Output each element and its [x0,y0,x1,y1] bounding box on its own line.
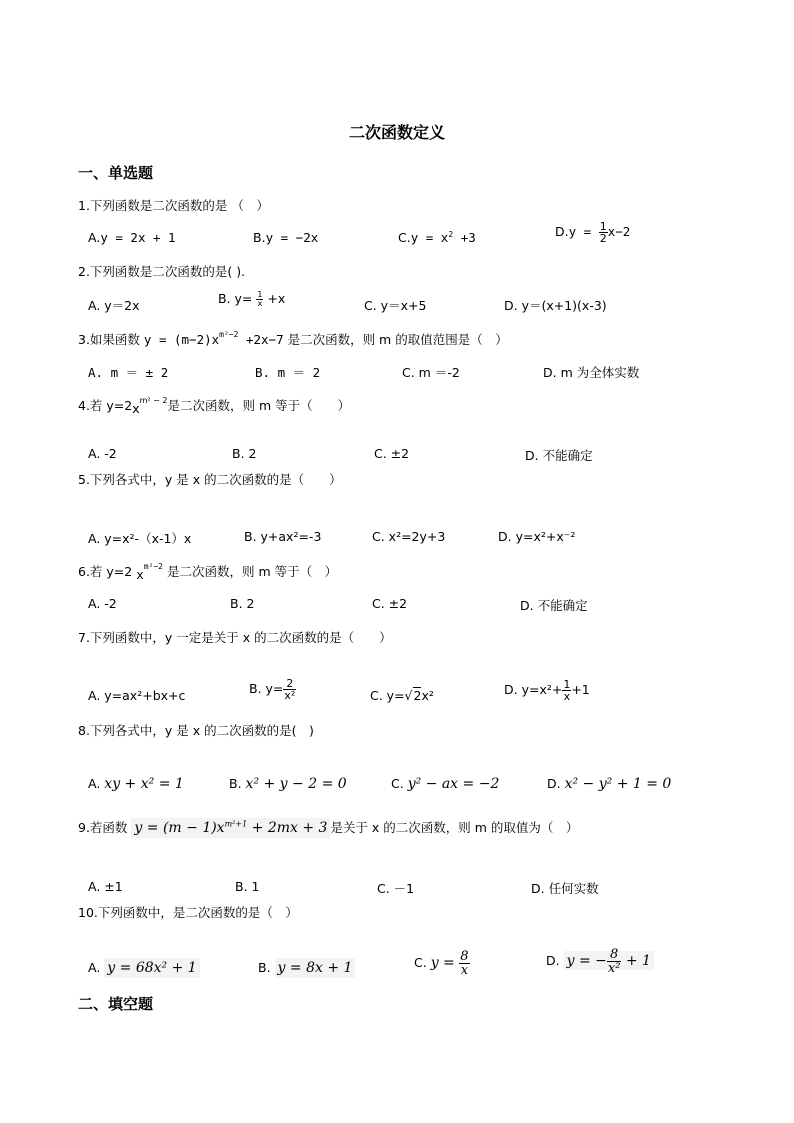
q8-option-a[interactable] [88,776,184,792]
q10-option-d[interactable] [546,948,654,975]
q3-option-a[interactable]: A. m ＝ ± 2 [88,365,169,380]
option-label: A. [88,776,101,791]
section-heading-fill-in: 二、填空题 [78,995,154,1013]
q10-option-b[interactable] [258,960,355,976]
stem-math: +2x−7 [238,332,284,347]
option-math: y² − ax = −2 [407,776,500,792]
stem-text: 3.如果函数 [78,332,144,347]
option-math: +3 [453,230,476,246]
q1-option-d[interactable] [555,221,630,244]
question-1-stem: 1.下列函数是二次函数的是 （ ） [78,198,269,213]
fraction [562,679,571,702]
denominator: 2 [599,232,607,245]
q8-option-c[interactable] [391,776,499,792]
stem-math: y = (m−2)x [143,332,220,347]
q4-option-d[interactable]: D. 不能确定 [525,448,593,463]
stem-text: 是二次函数，则 m 的取值范围是（ ） [283,332,508,347]
option-math: + 1 [621,953,651,969]
option-label: D. [546,953,560,968]
option-math: y = 2x + 1 [100,230,176,245]
q10-option-c[interactable] [414,950,470,977]
option-text: +1 [571,682,590,697]
option-text: +x [263,291,286,306]
fraction [607,948,622,975]
stem-math: x [136,567,144,582]
q9-option-c[interactable]: C. －1 [377,881,415,896]
fraction [459,950,469,977]
exponent: m²−2 [143,561,163,571]
option-label: B. [258,960,271,975]
stem-math: x [132,401,140,416]
option-math: y = −2x [265,230,319,245]
option-label: B. [229,776,242,791]
stem-text: 是关于 x 的二次函数，则 m 的取值为（ ） [330,820,579,835]
question-7-stem: 7.下列函数中，y 一定是关于 x 的二次函数的是（ ） [78,630,392,645]
q4-option-a[interactable]: A. -2 [88,446,117,461]
fraction [599,221,608,244]
denominator: x [257,299,263,308]
q6-option-d[interactable]: D. 不能确定 [520,598,588,613]
question-6-stem [78,562,337,580]
stem-text: 4.若 y=2 [78,398,133,413]
q4-option-c[interactable]: C. ±2 [374,446,410,461]
q7-option-d[interactable] [504,679,590,702]
q2-option-c[interactable]: C. y＝x+5 [364,298,427,313]
stem-text: 是二次函数，则 m 等于（ ） [167,398,351,413]
option-math: y = x [410,230,449,246]
option-text: B. y= [218,291,257,306]
sqrt-icon: √ [404,688,413,703]
q5-option-c[interactable]: C. x²=2y+3 [372,529,446,544]
q9-option-d[interactable]: D. 任何实数 [531,881,599,896]
denominator: x² [284,689,296,702]
option-text: C. y= [370,688,405,703]
stem-text: 9.若函数 [78,820,132,835]
exponent: 2 [448,230,454,239]
numerator: 8 [460,949,469,964]
numerator: 1 [563,678,571,691]
q9-option-b[interactable]: B. 1 [235,879,260,894]
stem-text: 是二次函数，则 m 等于（ ） [163,564,338,579]
option-text: B. y= [249,681,284,696]
question-10-stem: 10.下列函数中，是二次函数的是（ ） [78,905,298,920]
section-heading-single-choice: 一、单选题 [78,164,154,182]
stem-math-box [131,818,330,838]
q6-option-b[interactable]: B. 2 [230,596,255,611]
stem-text: 6.若 y=2 [78,564,137,579]
option-math: xy + x² = 1 [104,776,184,792]
q6-option-a[interactable]: A. -2 [88,596,117,611]
option-math: x−2 [607,224,631,239]
option-math: y = 8x + 1 [275,958,356,978]
q4-option-b[interactable]: B. 2 [232,446,257,461]
q3-option-d[interactable]: D. m 为全体实数 [543,365,640,380]
q1-option-b[interactable] [253,230,318,245]
denominator: x² [607,961,621,976]
option-label: C. [398,230,411,246]
option-label: C. [391,776,404,791]
option-math: y = − [566,953,607,969]
option-math: y = [568,224,599,239]
option-label: A. [88,230,101,245]
exponent: m²+1 [224,819,248,829]
exponent: m²−2 [219,329,239,339]
question-9-stem [78,818,578,836]
question-2-stem: 2.下列函数是二次函数的是( ). [78,264,246,279]
q7-option-c[interactable] [370,688,434,703]
option-math: x² − y² + 1 = 0 [564,776,672,792]
exponent: m² − 2 [139,395,168,405]
q2-option-b[interactable] [218,291,285,308]
q5-option-b[interactable]: B. y+ax²=-3 [244,529,322,544]
option-text: D. y=x²+ [504,682,563,697]
option-math-box [564,947,654,976]
fraction [283,678,296,701]
option-label: D. [555,224,569,239]
question-8-stem: 8.下列各式中，y 是 x 的二次函数的是( ) [78,723,314,738]
q7-option-b[interactable] [249,678,296,701]
option-math: x² + y − 2 = 0 [245,776,347,792]
q6-option-c[interactable]: C. ±2 [372,596,408,611]
option-label: B. [253,230,266,245]
q1-option-a[interactable] [88,230,176,245]
q9-option-a[interactable]: A. ±1 [88,879,123,894]
option-label: D. [547,776,561,791]
question-5-stem: 5.下列各式中，y 是 x 的二次函数的是（ ） [78,472,342,487]
q3-option-b[interactable]: B. m ＝ 2 [255,365,321,380]
q7-option-a[interactable]: A. y=ax²+bx+c [88,688,186,703]
stem-math: + 2mx + 3 [247,820,328,836]
q1-option-c[interactable] [398,230,476,245]
q8-option-d[interactable] [547,776,671,792]
numerator: 1 [599,220,607,233]
q8-option-b[interactable] [229,776,347,792]
question-3-stem [78,330,508,348]
q10-option-a[interactable] [88,960,200,976]
question-4-stem [78,396,350,414]
option-text: x² [421,688,434,703]
q5-option-d[interactable]: D. y=x²+x⁻² [498,529,576,544]
radicand: 2 [413,688,422,703]
numerator: 1 [257,290,263,299]
option-math: y = 68x² + 1 [104,958,199,978]
q3-option-c[interactable]: C. m ＝-2 [402,365,460,380]
q2-option-a[interactable]: A. y＝2x [88,298,140,313]
page-title: 二次函数定义 [348,123,445,142]
option-label: A. [88,960,101,975]
option-label: C. [414,955,427,970]
numerator: 2 [283,678,296,690]
denominator: x [563,690,571,703]
denominator: x [460,963,469,978]
q2-option-d[interactable]: D. y＝(x+1)(x-3) [504,298,607,313]
option-math: y = [430,955,460,971]
stem-math: y = (m − 1)x [134,820,225,836]
numerator: 8 [607,948,622,962]
q5-option-a[interactable]: A. y=x²-（x-1）x [88,531,192,546]
